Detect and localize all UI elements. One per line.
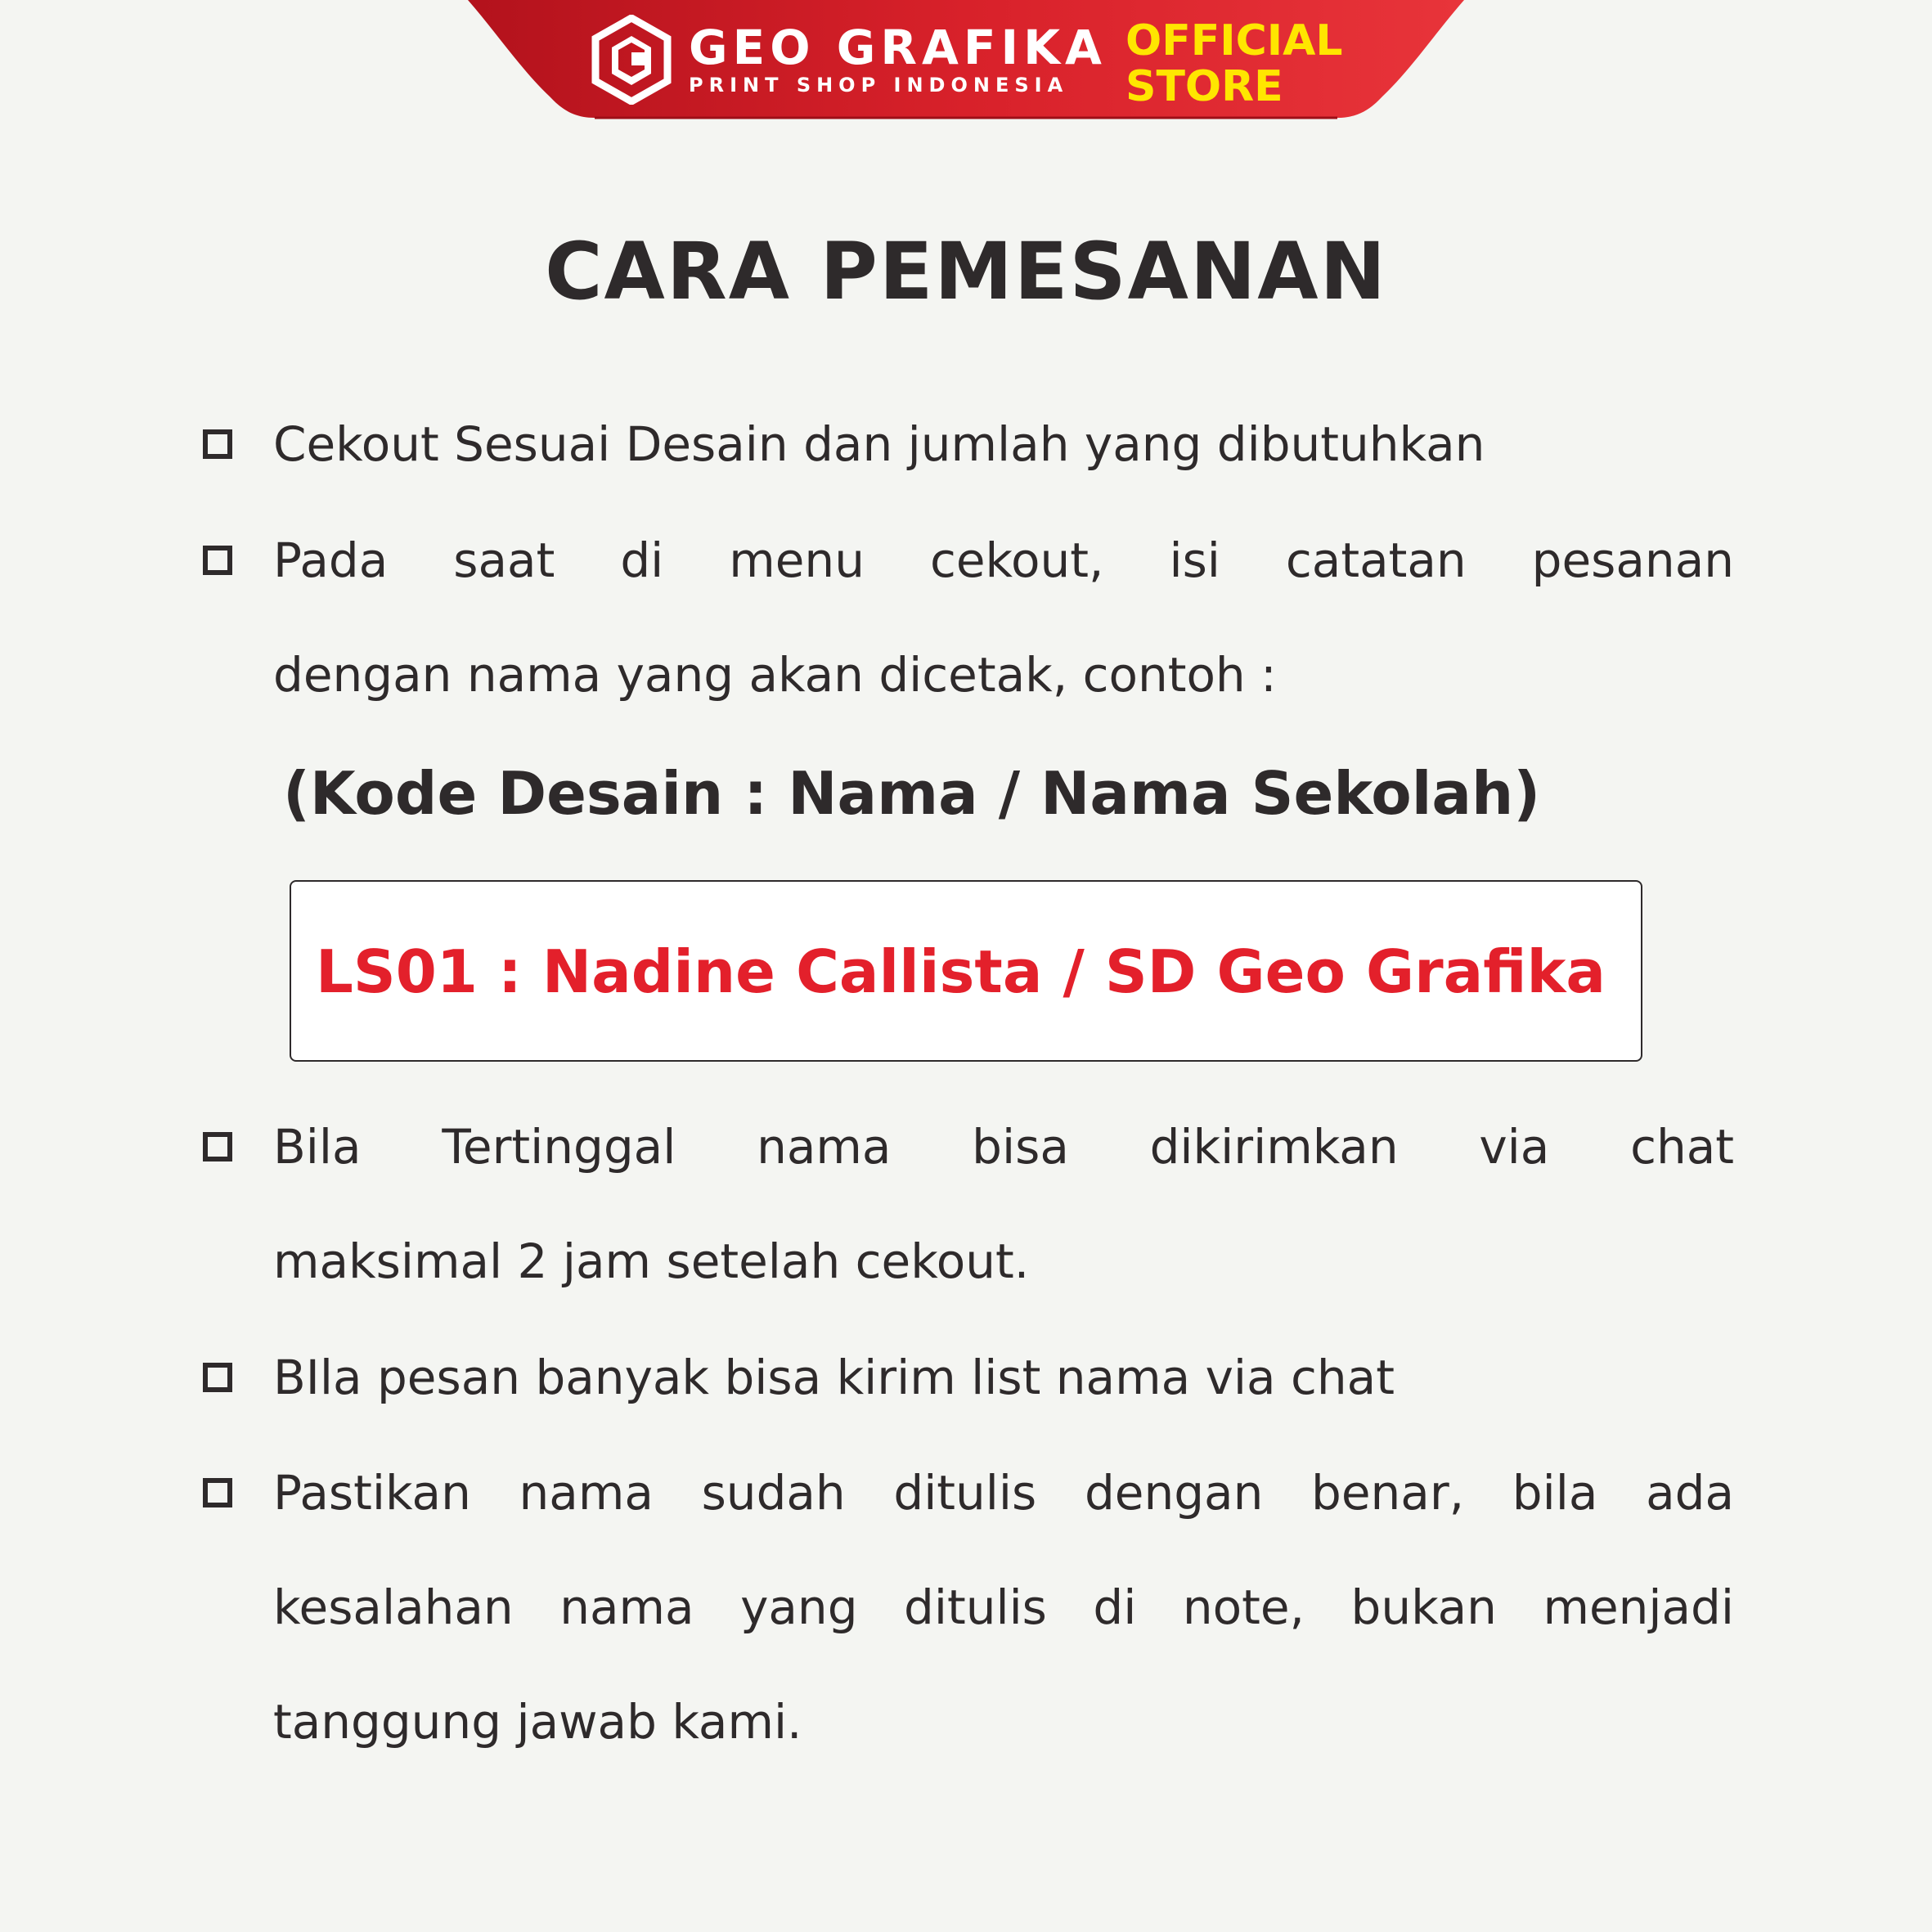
step-3-line-2: maksimal 2 jam setelah cekout.: [273, 1233, 1030, 1289]
step-5-line-3: tanggung jawab kami.: [273, 1694, 802, 1750]
checkbox-icon: [203, 1478, 232, 1507]
step-1-line-1: Cekout Sesuai Desain dan jumlah yang dibutuhkan: [273, 416, 1485, 472]
brand-tagline: PRINT SHOP INDONESIA: [689, 74, 1069, 97]
geo-grafika-logo-icon: [591, 15, 672, 105]
page-title: CARA PEMESANAN: [545, 226, 1387, 317]
step-5-line-1: Pastikan nama sudah ditulis dengan benar, bila ada: [273, 1465, 1734, 1521]
brand: [591, 15, 1107, 105]
step-4-line-1: BIla pesan banyak bisa kirim list nama via chat: [273, 1350, 1395, 1405]
checkbox-icon: [203, 546, 232, 575]
step-3-line-1: Bila Tertinggal nama bisa dikirimkan via chat: [273, 1119, 1734, 1175]
official-store-badge: [1126, 18, 1342, 110]
step-2-line-2: dengan nama yang akan dicetak, contoh :: [273, 647, 1277, 703]
checkbox-icon: [203, 1132, 232, 1161]
checkbox-icon: [203, 429, 232, 459]
format-instruction: (Kode Desain : Nama / Nama Sekolah): [283, 759, 1541, 828]
example-box: [290, 880, 1642, 1062]
badge-line-1: OFFICIAL: [1126, 16, 1343, 65]
example-text: LS01 : Nadine Callista / SD Geo Grafika: [316, 937, 1606, 1006]
brand-name: GEO GRAFIKA: [689, 20, 1107, 75]
checkbox-icon: [203, 1363, 232, 1392]
badge-line-2: STORE: [1126, 62, 1283, 111]
step-5-line-2: kesalahan nama yang ditulis di note, bukan menjadi: [273, 1579, 1734, 1635]
step-2-line-1: Pada saat di menu cekout, isi catatan pesanan: [273, 532, 1734, 588]
